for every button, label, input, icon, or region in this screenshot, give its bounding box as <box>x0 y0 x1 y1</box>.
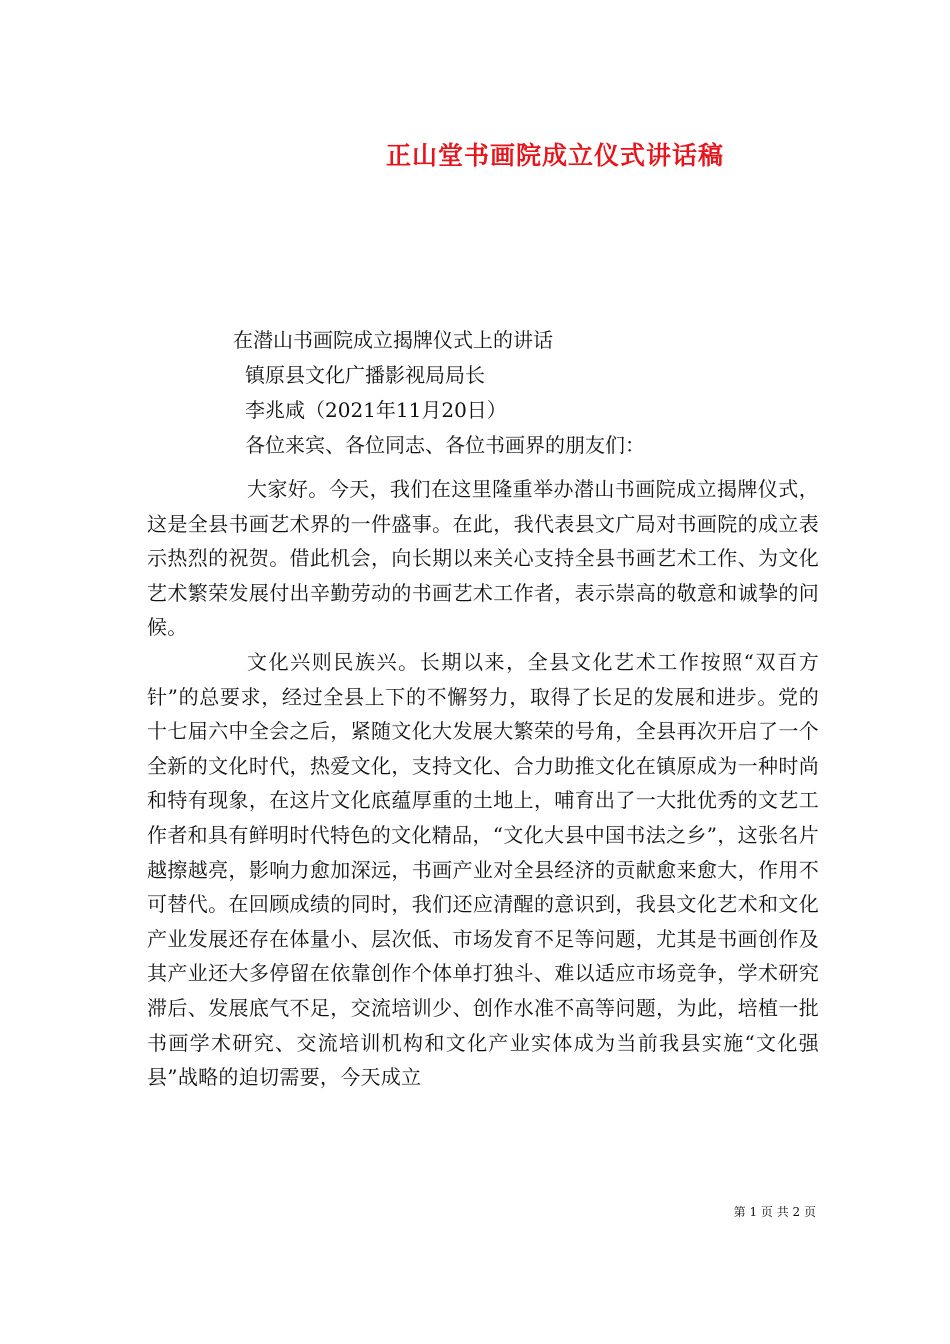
paragraph: 大家好。今天，我们在这里隆重举办潜山书画院成立揭牌仪式，这是全县书画艺术界的一件盛事。在此，我代表县文广局对书画院的成立表示热烈的祝贺。借此机会，向长期以来关心支持全县书画艺术工作、为文化艺术繁荣发展付出辛勤劳动的书画艺术工作者，表示崇高的敬意和诚挚的问候。 <box>147 477 819 640</box>
speaker-date: 李兆咸（2021年11月20日） <box>245 398 507 422</box>
speaker-title: 镇原县文化广播影视局局长 <box>245 363 485 387</box>
speech-heading: 在潜山书画院成立揭牌仪式上的讲话 <box>233 328 553 352</box>
page-number: 第 1 页 共 2 页 <box>733 1205 816 1219</box>
document-title: 正山堂书画院成立仪式讲话稿 <box>385 141 724 170</box>
salutation: 各位来宾、各位同志、各位书画界的朋友们： <box>245 433 645 457</box>
paragraph: 文化兴则民族兴。长期以来，全县文化艺术工作按照“双百方针”的总要求，经过全县上下的不懈努力，取得了长足的发展和进步。党的十七届六中全会之后，紧随文化大发展大繁荣的号角，全县再次开启了一个全新的文化时代，热爱文化，支持文化、合力助推文化在镇原成为一种时尚和特有现象，在这片文化底蕴厚重的土地上，哺育出了一大批优秀的文艺工作者和具有鲜明时代特色的文化精品，“文化大县中国书法之乡”，这张名片越擦越亮，影响力愈加深远，书画产业对全县经济的贡献愈来愈大，作用不可替代。在回顾成绩的同时，我们还应清醒的意识到，我县文化艺术和文化产业发展还存在体量小、层次低、市场发育不足等问题，尤其是书画创作及其产业还大多停留在依靠创作个体单打独斗、难以适应市场竞争，学术研究滞后、发展底气不足，交流培训少、创作水准不高等问题，为此，培植一批书画学术研究、交流培训机构和文化产业实体成为当前我县实施“文化强县”战略的迫切需要，今天成立 <box>147 649 819 1090</box>
body-text <box>147 472 819 1095</box>
